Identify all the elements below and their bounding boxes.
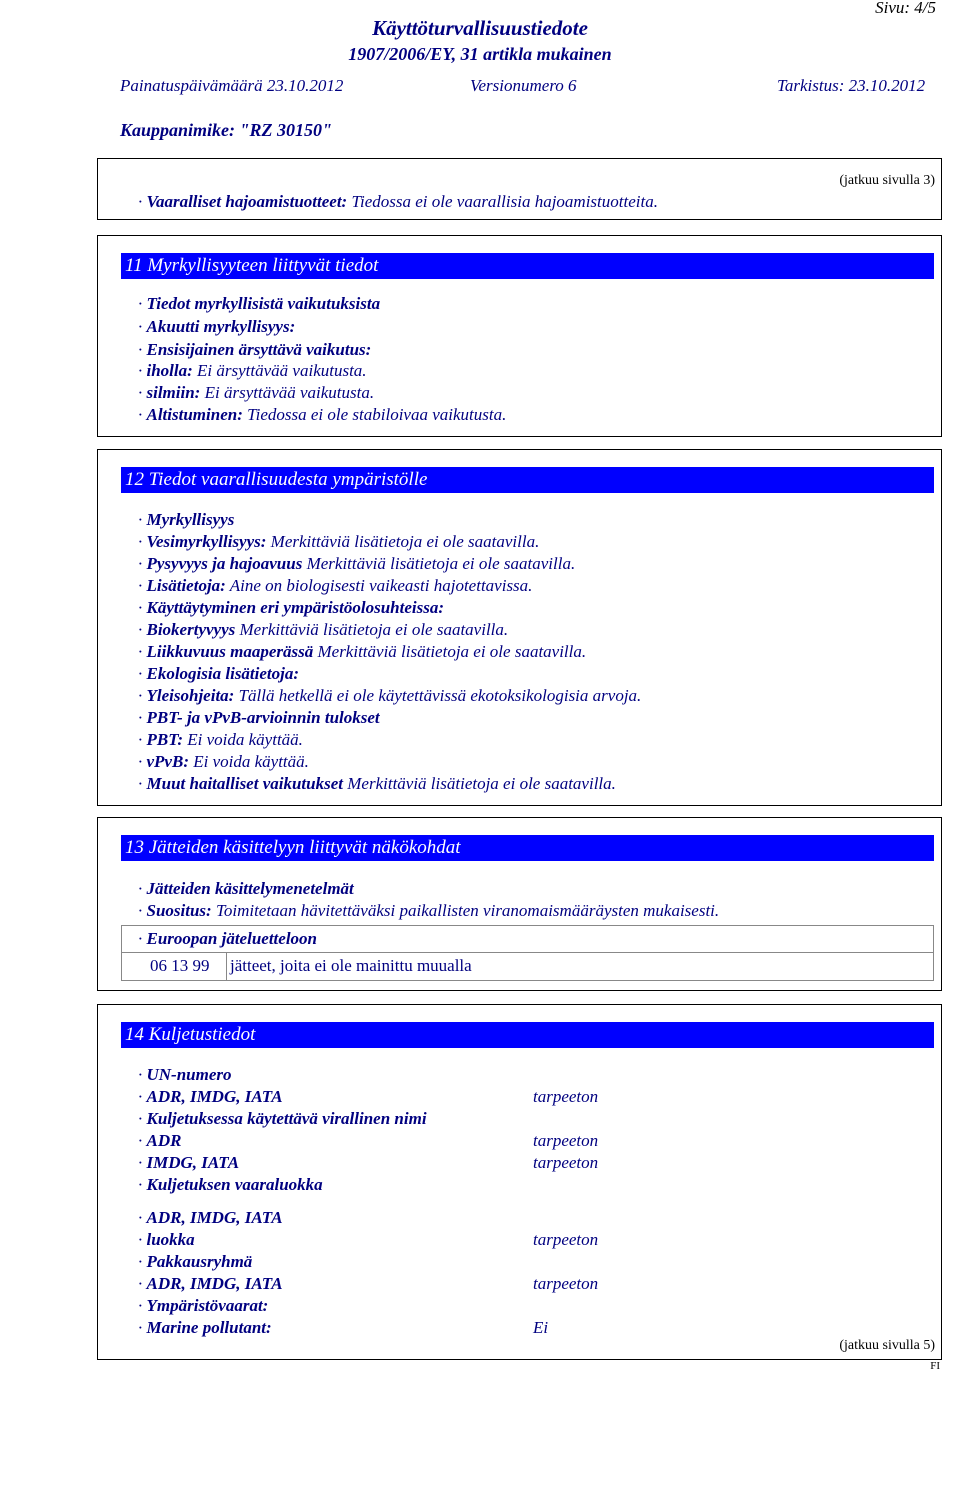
- s11-line: · Altistuminen: Tiedossa ei ole stabiloivaa vaikutusta.: [138, 405, 507, 424]
- s14-row-label: · ADR, IMDG, IATA: [138, 1087, 283, 1106]
- document-title: Käyttöturvallisuustiedote: [372, 16, 588, 40]
- s14-row-label: · Marine pollutant:: [138, 1318, 272, 1337]
- table-column-divider: [226, 952, 227, 981]
- s14-row-value: tarpeeton: [533, 1087, 599, 1106]
- s12-line: · Liikkuvuus maaperässä Merkittäviä lisätietoja ei ole saatavilla.: [138, 642, 587, 661]
- s14-row-label: · ADR, IMDG, IATA: [138, 1208, 283, 1227]
- s11-line: · Akuutti myrkyllisyys:: [138, 317, 296, 336]
- page-number: Sivu: 4/5: [875, 0, 936, 17]
- s11-line: · Tiedot myrkyllisistä vaikutuksista: [138, 294, 381, 313]
- trade-name: Kauppanimike: "RZ 30150": [120, 120, 333, 140]
- s12-line: · Muut haitalliset vaikutukset Merkittäviä lisätietoja ei ole saatavilla.: [138, 774, 616, 793]
- version-number: Versionumero 6: [470, 76, 577, 95]
- section-13-heading: 13 Jätteiden käsittelyyn liittyvät näkökohdat: [121, 835, 934, 861]
- s12-line: · Pysyvyys ja hajoavuus Merkittäviä lisätietoja ei ole saatavilla.: [138, 554, 576, 573]
- section-14-heading: 14 Kuljetustiedot: [121, 1022, 934, 1048]
- s14-row-value: tarpeeton: [533, 1131, 599, 1150]
- s14-row-value: tarpeeton: [533, 1230, 599, 1249]
- line-text: Tiedossa ei ole vaarallisia hajoamistuotteita.: [347, 192, 658, 211]
- s14-row-label: · IMDG, IATA: [138, 1153, 240, 1172]
- s14-row-label: · ADR, IMDG, IATA: [138, 1274, 283, 1293]
- s12-line: · Myrkyllisyys: [138, 510, 235, 529]
- print-date: Painatuspäivämäärä 23.10.2012: [120, 76, 344, 95]
- s13-line: · Suositus: Toimitetaan hävitettäväksi paikallisten viranomaismääräysten mukaisesti.: [138, 901, 720, 920]
- s12-line: · Ekologisia lisätietoja:: [138, 664, 300, 683]
- decomposition-products-line: · Vaaralliset hajoamistuotteet: Tiedossa ei ole vaarallisia hajoamistuotteita.: [138, 192, 658, 211]
- section-12-heading: 12 Tiedot vaarallisuudesta ympäristölle: [121, 467, 934, 493]
- waste-code: 06 13 99: [150, 956, 210, 975]
- s12-line: · Lisätietoja: Aine on biologisesti vaikeasti hajotettavissa.: [138, 576, 533, 595]
- s13-line: · Jätteiden käsittelymenetelmät: [138, 879, 354, 898]
- s12-line: · PBT- ja vPvB-arvioinnin tulokset: [138, 708, 380, 727]
- s14-row-label: · ADR: [138, 1131, 182, 1150]
- s11-line: · silmiin: Ei ärsyttävää vaikutusta.: [138, 383, 375, 402]
- s11-line: · iholla: Ei ärsyttävää vaikutusta.: [138, 361, 367, 380]
- document-subtitle: 1907/2006/EY, 31 artikla mukainen: [348, 44, 612, 64]
- s14-row-label: · Kuljetuksen vaaraluokka: [138, 1175, 323, 1194]
- s12-line: · Käyttäytyminen eri ympäristöolosuhteissa:: [138, 598, 445, 617]
- s14-row-value: tarpeeton: [533, 1274, 599, 1293]
- continued-from: (jatkuu sivulla 3): [839, 173, 935, 188]
- continued-to: (jatkuu sivulla 5): [839, 1338, 935, 1353]
- s12-line: · PBT: Ei voida käyttää.: [138, 730, 303, 749]
- s11-line: · Ensisijainen ärsyttävä vaikutus:: [138, 340, 372, 359]
- language-code: FI: [930, 1360, 940, 1372]
- s12-line: · Vesimyrkyllisyys: Merkittäviä lisätietoja ei ole saatavilla.: [138, 532, 540, 551]
- table-divider: [121, 952, 934, 953]
- s14-row-value: tarpeeton: [533, 1153, 599, 1172]
- s14-row-value: Ei: [533, 1318, 549, 1337]
- s14-row-label: · Ympäristövaarat:: [138, 1296, 269, 1315]
- s12-line: · Yleisohjeita: Tällä hetkellä ei ole käytettävissä ekotoksikologisia arvoja.: [138, 686, 642, 705]
- s14-row-label: · Pakkausryhmä: [138, 1252, 253, 1271]
- section-11-heading: 11 Myrkyllisyyteen liittyvät tiedot: [121, 253, 934, 279]
- s12-line: · vPvB: Ei voida käyttää.: [138, 752, 309, 771]
- s14-row-label: · luokka: [138, 1230, 195, 1249]
- waste-table-title: · Euroopan jäteluetteloon: [138, 929, 317, 948]
- revision-date: Tarkistus: 23.10.2012: [777, 76, 926, 95]
- s14-row-label: · Kuljetuksessa käytettävä virallinen nimi: [138, 1109, 427, 1128]
- waste-code-description: jätteet, joita ei ole mainittu muualla: [230, 956, 472, 975]
- s14-row-label: · UN-numero: [138, 1065, 232, 1084]
- line-label: Vaaralliset hajoamistuotteet:: [146, 192, 348, 211]
- s12-line: · Biokertyvyys Merkittäviä lisätietoja ei ole saatavilla.: [138, 620, 509, 639]
